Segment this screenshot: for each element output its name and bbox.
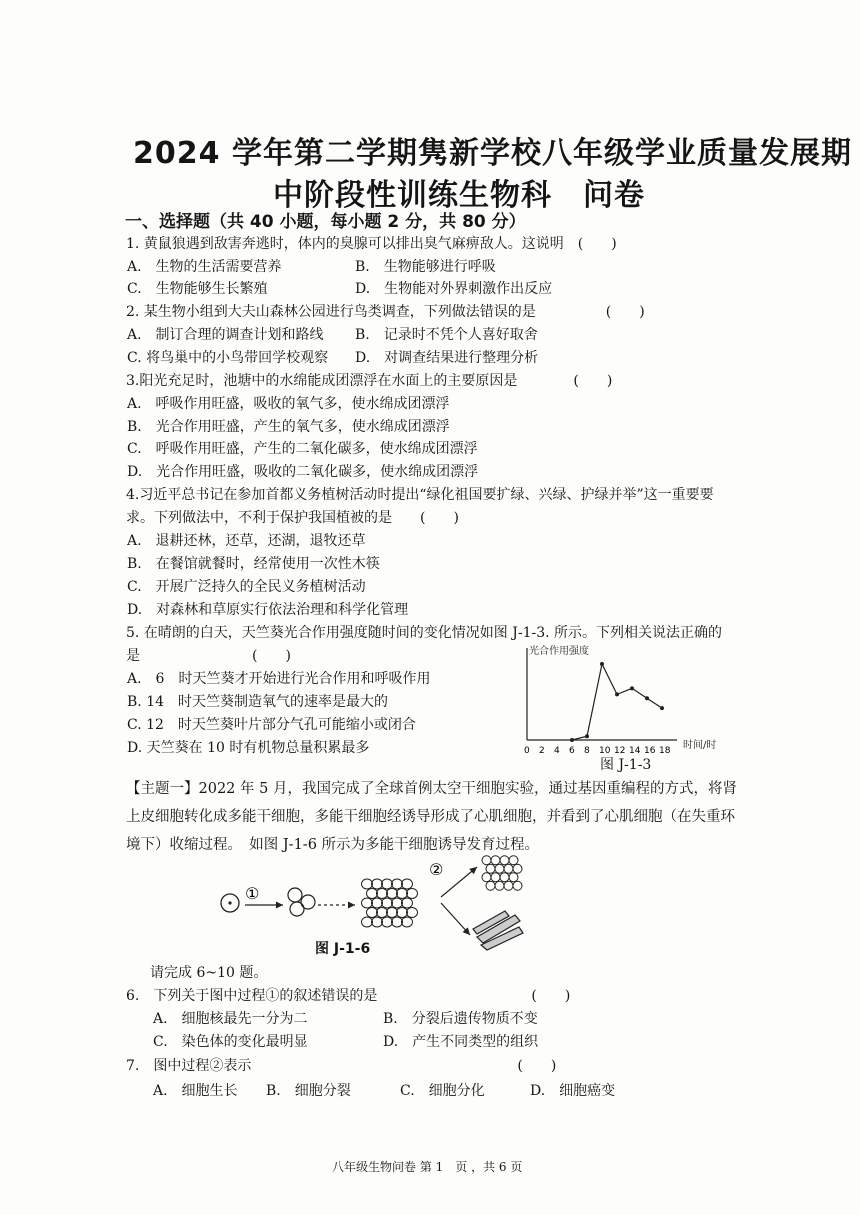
cell-shape bbox=[397, 889, 408, 899]
cell-differentiation-figure bbox=[215, 845, 535, 955]
chart-xlabel: 时间/时 bbox=[683, 740, 717, 751]
cell-shape bbox=[491, 873, 500, 882]
q2-option-b: B. 记录时不凭个人喜好取舍 bbox=[355, 327, 538, 343]
q3-option-b: B. 光合作用旺盛，产生的氧气多，使水绵成团漂浮 bbox=[127, 419, 450, 435]
cell-shape bbox=[367, 889, 378, 899]
cell-shape bbox=[377, 889, 388, 899]
step-2-label: ② bbox=[429, 860, 444, 879]
figure-caption: 图 J-1-6 bbox=[315, 941, 371, 957]
x-tick-label: 12 bbox=[614, 746, 626, 756]
question-1-stem: 1. 黄鼠狼遇到敌害奔逃时，体内的臭腺可以排出臭气麻痹敌人。这说明 ( ) bbox=[126, 236, 617, 252]
q5-option-d: D. 天竺葵在 10 时有机物总量积累最多 bbox=[127, 740, 370, 756]
x-tick-label: 18 bbox=[659, 746, 671, 756]
data-point bbox=[585, 734, 589, 738]
data-point bbox=[600, 662, 604, 666]
data-point bbox=[615, 692, 619, 696]
q3-option-d: D. 光合作用旺盛，吸收的二氧化碳多，使水绵成团漂浮 bbox=[127, 464, 479, 480]
x-tick-label: 0 bbox=[524, 746, 530, 756]
cell-shape bbox=[504, 881, 513, 890]
x-tick-label: 10 bbox=[599, 746, 611, 756]
q7-option-b: B. 细胞分裂 bbox=[266, 1083, 351, 1099]
q6-option-c: C. 染色体的变化最明显 bbox=[153, 1034, 308, 1050]
step-2-arrow-down bbox=[441, 903, 470, 935]
cell-shape bbox=[402, 917, 413, 927]
q3-option-a: A. 呼吸作用旺盛，吸收的氧气多，使水绵成团漂浮 bbox=[127, 396, 450, 412]
q5-option-a: A. 6 时天竺葵才开始进行光合作用和呼吸作用 bbox=[127, 671, 431, 687]
cell-shape bbox=[513, 864, 522, 873]
cell-shape bbox=[387, 889, 398, 899]
cell-shape bbox=[504, 864, 513, 873]
q7-option-a: A. 细胞生长 bbox=[153, 1083, 238, 1099]
dividing-cells-icon bbox=[288, 888, 315, 916]
q4-option-c: C. 开展广泛持久的全民义务植树活动 bbox=[127, 579, 366, 595]
cell-shape bbox=[509, 873, 518, 882]
q1-option-b: B. 生物能够进行呼吸 bbox=[355, 259, 496, 275]
cell-shape bbox=[362, 898, 373, 908]
cell-shape bbox=[392, 917, 403, 927]
cell-shape bbox=[402, 879, 413, 889]
step-1-label: ① bbox=[245, 884, 260, 903]
cell-shape bbox=[372, 898, 383, 908]
q3-option-c: C. 呼吸作用旺盛，产生的二氧化碳多，使水绵成团漂浮 bbox=[127, 441, 478, 457]
q7-option-c: C. 细胞分化 bbox=[400, 1083, 485, 1099]
q2-option-a: A. 制订合理的调查计划和路线 bbox=[127, 327, 324, 343]
q6-option-b: B. 分裂后遗传物质不变 bbox=[383, 1011, 538, 1027]
data-point bbox=[570, 738, 574, 742]
question-5-stem-line1: 5. 在晴朗的白天，天竺葵光合作用强度随时间的变化情况如图 J-1-3. 所示。下列相关说法正确的 bbox=[126, 625, 723, 641]
chart-ylabel: 光合作用强度 bbox=[529, 646, 589, 657]
page-footer: 八年级生物问卷 第 1 页 ，共 6 页 bbox=[332, 1160, 523, 1174]
section-heading: 一、选择题（共 40 小题，每小题 2 分，共 80 分） bbox=[125, 212, 526, 232]
q2-option-d: D. 对调查结果进行整理分析 bbox=[355, 350, 539, 366]
page-subtitle: 中阶段性训练生物科 问卷 bbox=[273, 178, 645, 213]
cell-shape bbox=[372, 917, 383, 927]
data-point bbox=[630, 686, 634, 690]
cell-shape bbox=[407, 889, 418, 899]
cell-shape bbox=[387, 908, 398, 918]
q1-option-a: A. 生物的生活需要营养 bbox=[127, 259, 282, 275]
q6-option-a: A. 细胞核最先一分为二 bbox=[153, 1011, 308, 1027]
cell-shape bbox=[382, 879, 393, 889]
cell-shape bbox=[362, 917, 373, 927]
q7-option-d: D. 细胞癌变 bbox=[530, 1083, 616, 1099]
cell-shape bbox=[482, 873, 491, 882]
x-tick-label: 2 bbox=[539, 746, 545, 756]
page-title: 2024 学年第二学期隽新学校八年级学业质量发展期 bbox=[133, 136, 852, 171]
q4-option-a: A. 退耕还林，还草，还湖，退牧还草 bbox=[127, 533, 366, 549]
q1-option-d: D. 生物能对外界刺激作出反应 bbox=[355, 281, 553, 297]
x-tick-label: 8 bbox=[584, 746, 590, 756]
cell-shape bbox=[513, 881, 522, 890]
q6-option-d: D. 产生不同类型的组织 bbox=[383, 1034, 539, 1050]
x-tick-label: 4 bbox=[554, 746, 560, 756]
cell-shape bbox=[495, 864, 504, 873]
cell-mass-icon bbox=[362, 879, 418, 927]
series-line bbox=[572, 664, 662, 740]
muscle-cells-icon bbox=[473, 911, 523, 950]
cell-shape bbox=[500, 873, 509, 882]
cell-shape bbox=[486, 881, 495, 890]
cell-shape bbox=[382, 917, 393, 927]
cell-shape bbox=[362, 879, 373, 889]
data-point bbox=[645, 696, 649, 700]
question-2-stem: 2. 某生物小组到大夫山森林公园进行鸟类调查，下列做法错误的是 ( ) bbox=[126, 304, 645, 320]
question-4-stem-line2: 求。下列做法中，不利于保护我国植被的是 ( ) bbox=[126, 510, 459, 526]
cell-shape bbox=[486, 864, 495, 873]
cell-shape bbox=[382, 898, 393, 908]
step-2-arrow-up bbox=[441, 867, 477, 897]
question-5-stem-line2: 是 ( ) bbox=[126, 648, 291, 664]
theme-paragraph: 【主题一】2022 年 5 月，我国完成了全球首例太空干细胞实验，通过基因重编程的方式，将肾上皮细胞转化成多能干细胞，多能干细胞经诱导形成了心肌细胞，并看到了心肌细胞（在失重环境下）收缩过程。 如图 J-1-6 所示为多能干细胞诱导发育过程。 bbox=[126, 781, 737, 853]
cell-shape bbox=[495, 881, 504, 890]
single-cell-icon bbox=[221, 894, 239, 912]
q2-option-c: C. 将鸟巢中的小鸟带回学校观察 bbox=[127, 350, 329, 366]
q4-option-b: B. 在餐馆就餐时，经常使用一次性木筷 bbox=[127, 556, 380, 572]
q5-option-c: C. 12 时天竺葵叶片部分气孔可能缩小或闭合 bbox=[127, 717, 416, 733]
q4-option-d: D. 对森林和草原实行依法治理和科学化管理 bbox=[127, 602, 409, 618]
cell-shape bbox=[402, 898, 413, 908]
x-tick-label: 16 bbox=[644, 746, 656, 756]
cell-shape bbox=[407, 908, 418, 918]
cell-shape bbox=[482, 856, 491, 865]
x-tick-label: 14 bbox=[629, 746, 641, 756]
cell-shape bbox=[397, 908, 408, 918]
instruction-text: 请完成 6~10 题。 bbox=[150, 965, 268, 981]
cell-shape bbox=[372, 879, 383, 889]
cell-shape bbox=[392, 898, 403, 908]
x-tick-label: 6 bbox=[569, 746, 575, 756]
cell-shape bbox=[491, 856, 500, 865]
question-6-stem: 6. 下列关于图中过程①的叙述错误的是 ( ) bbox=[126, 988, 571, 1004]
q1-option-c: C. 生物能够生长繁殖 bbox=[127, 281, 268, 297]
question-3-stem: 3.阳光充足时，池塘中的水绵能成团漂浮在水面上的主要原因是 ( ) bbox=[126, 373, 613, 389]
cell-shape bbox=[392, 879, 403, 889]
cell-shape bbox=[367, 908, 378, 918]
chart-caption: 图 J-1-3 bbox=[600, 757, 652, 773]
data-point bbox=[660, 706, 664, 710]
epithelial-cells-icon bbox=[482, 856, 522, 891]
question-4-stem-line1: 4.习近平总书记在参加首都义务植树活动时提出“绿化祖国要扩绿、兴绿、护绿并举”这一重要要 bbox=[126, 487, 714, 503]
cell-shape bbox=[500, 856, 509, 865]
cell-shape bbox=[377, 908, 388, 918]
q5-option-b: B. 14 时天竺葵制造氧气的速率是最大的 bbox=[127, 694, 389, 710]
question-7-stem: 7. 图中过程②表示 ( ) bbox=[126, 1058, 557, 1074]
cell-shape bbox=[509, 856, 518, 865]
